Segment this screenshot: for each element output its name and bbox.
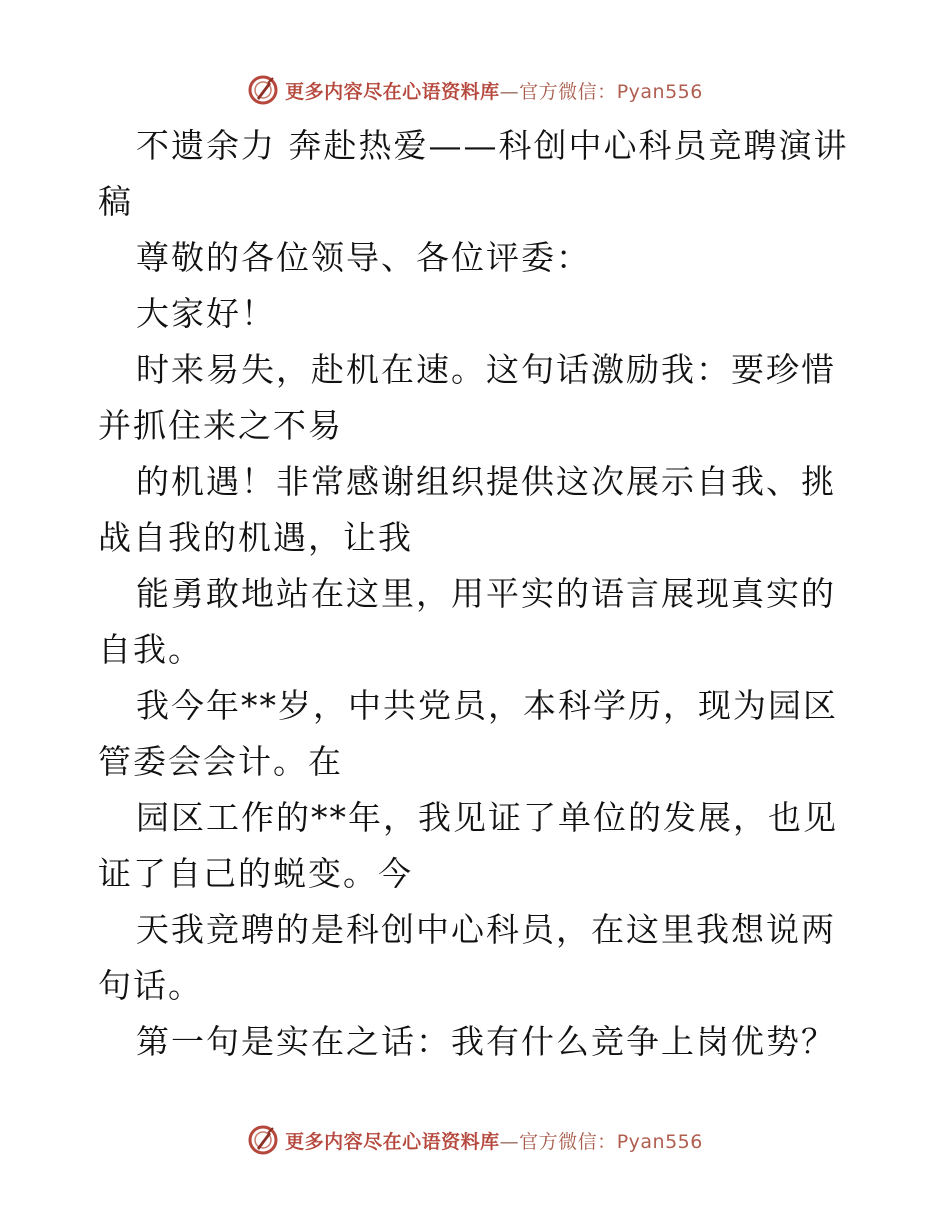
watermark-separator: — xyxy=(499,1130,520,1153)
quill-logo-icon xyxy=(247,74,279,106)
watermark-account: Pyan556 xyxy=(616,1130,703,1153)
paragraph: 我今年**岁，中共党员，本科学历，现为园区管委会会计。在 xyxy=(98,686,838,781)
paragraph: 园区工作的**年，我见证了单位的发展，也见证了自己的蜕变。今 xyxy=(98,798,838,893)
watermark-brand: 更多内容尽在心语资料库 xyxy=(285,80,500,103)
header-watermark xyxy=(0,70,950,110)
watermark-brand: 更多内容尽在心语资料库 xyxy=(285,1130,500,1153)
greeting: 大家好！ xyxy=(136,294,276,333)
quill-logo-icon xyxy=(247,1124,279,1156)
paragraph: 第一句是实在之话：我有什么竞争上岗优势？ xyxy=(136,1022,836,1061)
paragraph: 时来易失，赴机在速。这句话激励我：要珍惜并抓住来之不易 xyxy=(98,350,836,445)
watermark-label: 官方微信： xyxy=(519,1130,617,1153)
watermark-text xyxy=(285,1127,703,1154)
salutation: 尊敬的各位领导、各位评委： xyxy=(136,238,591,277)
watermark-label: 官方微信： xyxy=(519,80,617,103)
watermark-separator: — xyxy=(499,80,520,103)
watermark-account: Pyan556 xyxy=(616,80,703,103)
document-body xyxy=(98,118,858,1070)
footer-watermark xyxy=(0,1120,950,1160)
paragraph: 能勇敢地站在这里，用平实的语言展现真实的自我。 xyxy=(98,574,836,669)
document-title: 不遗余力 奔赴热爱——科创中心科员竞聘演讲稿 xyxy=(98,126,849,221)
watermark-text xyxy=(285,77,703,104)
paragraph: 的机遇！非常感谢组织提供这次展示自我、挑战自我的机遇，让我 xyxy=(98,462,836,557)
paragraph: 天我竞聘的是科创中心科员，在这里我想说两句话。 xyxy=(98,910,836,1005)
